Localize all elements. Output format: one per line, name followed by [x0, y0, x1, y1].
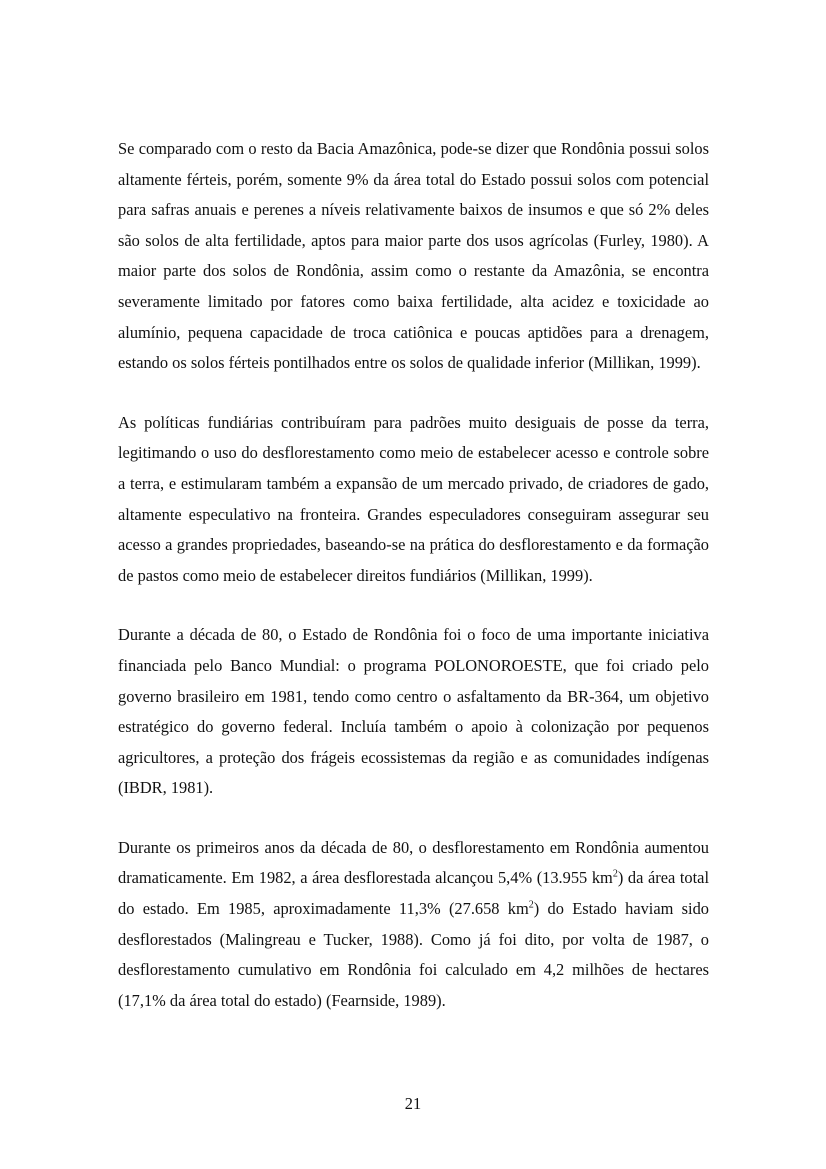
superscript-km2-1: 2	[612, 869, 618, 880]
deforestation-text-part-3: ) do Estado haviam sido desflorestados (Malingreau e Tucker, 1988). Como já foi dito, por volta de 1987, o desflorestamento cumulativo em Rondônia foi calculado em 4,2 milhões de hectares (17,1% da área total do estado) (Fearnside, 1989).	[118, 899, 709, 1010]
deforestation-text-part-1: Durante os primeiros anos da década de 80, o desflorestamento em Rondônia aumentou dramaticamente. Em 1982, a área desflorestada alcançou 5,4% (13.955 km	[118, 837, 709, 888]
paragraph-soils: Se comparado com o resto da Bacia Amazônica, pode-se dizer que Rondônia possui solos altamente férteis, porém, somente 9% da área total do Estado possui solos com potencial para safras anuais e perenes a níveis relativamente baixos de insumos e que só 2% deles são solos de alta fertilidade, aptos para maior parte dos usos agrícolas (Furley, 1980). A maior parte dos solos de Rondônia, assim como o restante da Amazônia, se encontra severamente limitado por fatores como baixa fertilidade, alta acidez e toxicidade ao alumínio, pequena capacidade de troca catiônica e poucas aptidões para a drenagem, estando os solos férteis pontilhados entre os solos de qualidade inferior (Millikan, 1999).	[118, 139, 709, 373]
body-text	[118, 134, 709, 1045]
deforestation-text-part-2: ) da área total do estado. Em 1985, aproximadamente 11,3% (27.658 km	[118, 868, 709, 919]
paragraph-land-policies: As políticas fundiárias contribuíram para padrões muito desiguais de posse da terra, legitimando o uso do desflorestamento como meio de estabelecer acesso e controle sobre a terra, e estimularam também a expansão de um mercado privado, de criadores de gado, altamente especulativo na fronteira. Grandes especuladores conseguiram assegurar seu acesso a grandes propriedades, baseando-se na prática do desflorestamento e da formação de pastos como meio de estabelecer direitos fundiários (Millikan, 1999).	[118, 412, 709, 585]
paragraph-deforestation	[118, 833, 709, 1017]
paragraph-polonoroeste: Durante a década de 80, o Estado de Rondônia foi o foco de uma importante iniciativa financiada pelo Banco Mundial: o programa POLONOROESTE, que foi criado pelo governo brasileiro em 1981, tendo como centro o asfaltamento da BR-364, um objetivo estratégico do governo federal. Incluía também o apoio à colonização por pequenos agricultores, a proteção dos frágeis ecossistemas da região e as comunidades indígenas (IBDR, 1981).	[118, 625, 709, 798]
superscript-km2-2: 2	[528, 899, 534, 911]
page-number: 21	[404, 1094, 422, 1113]
